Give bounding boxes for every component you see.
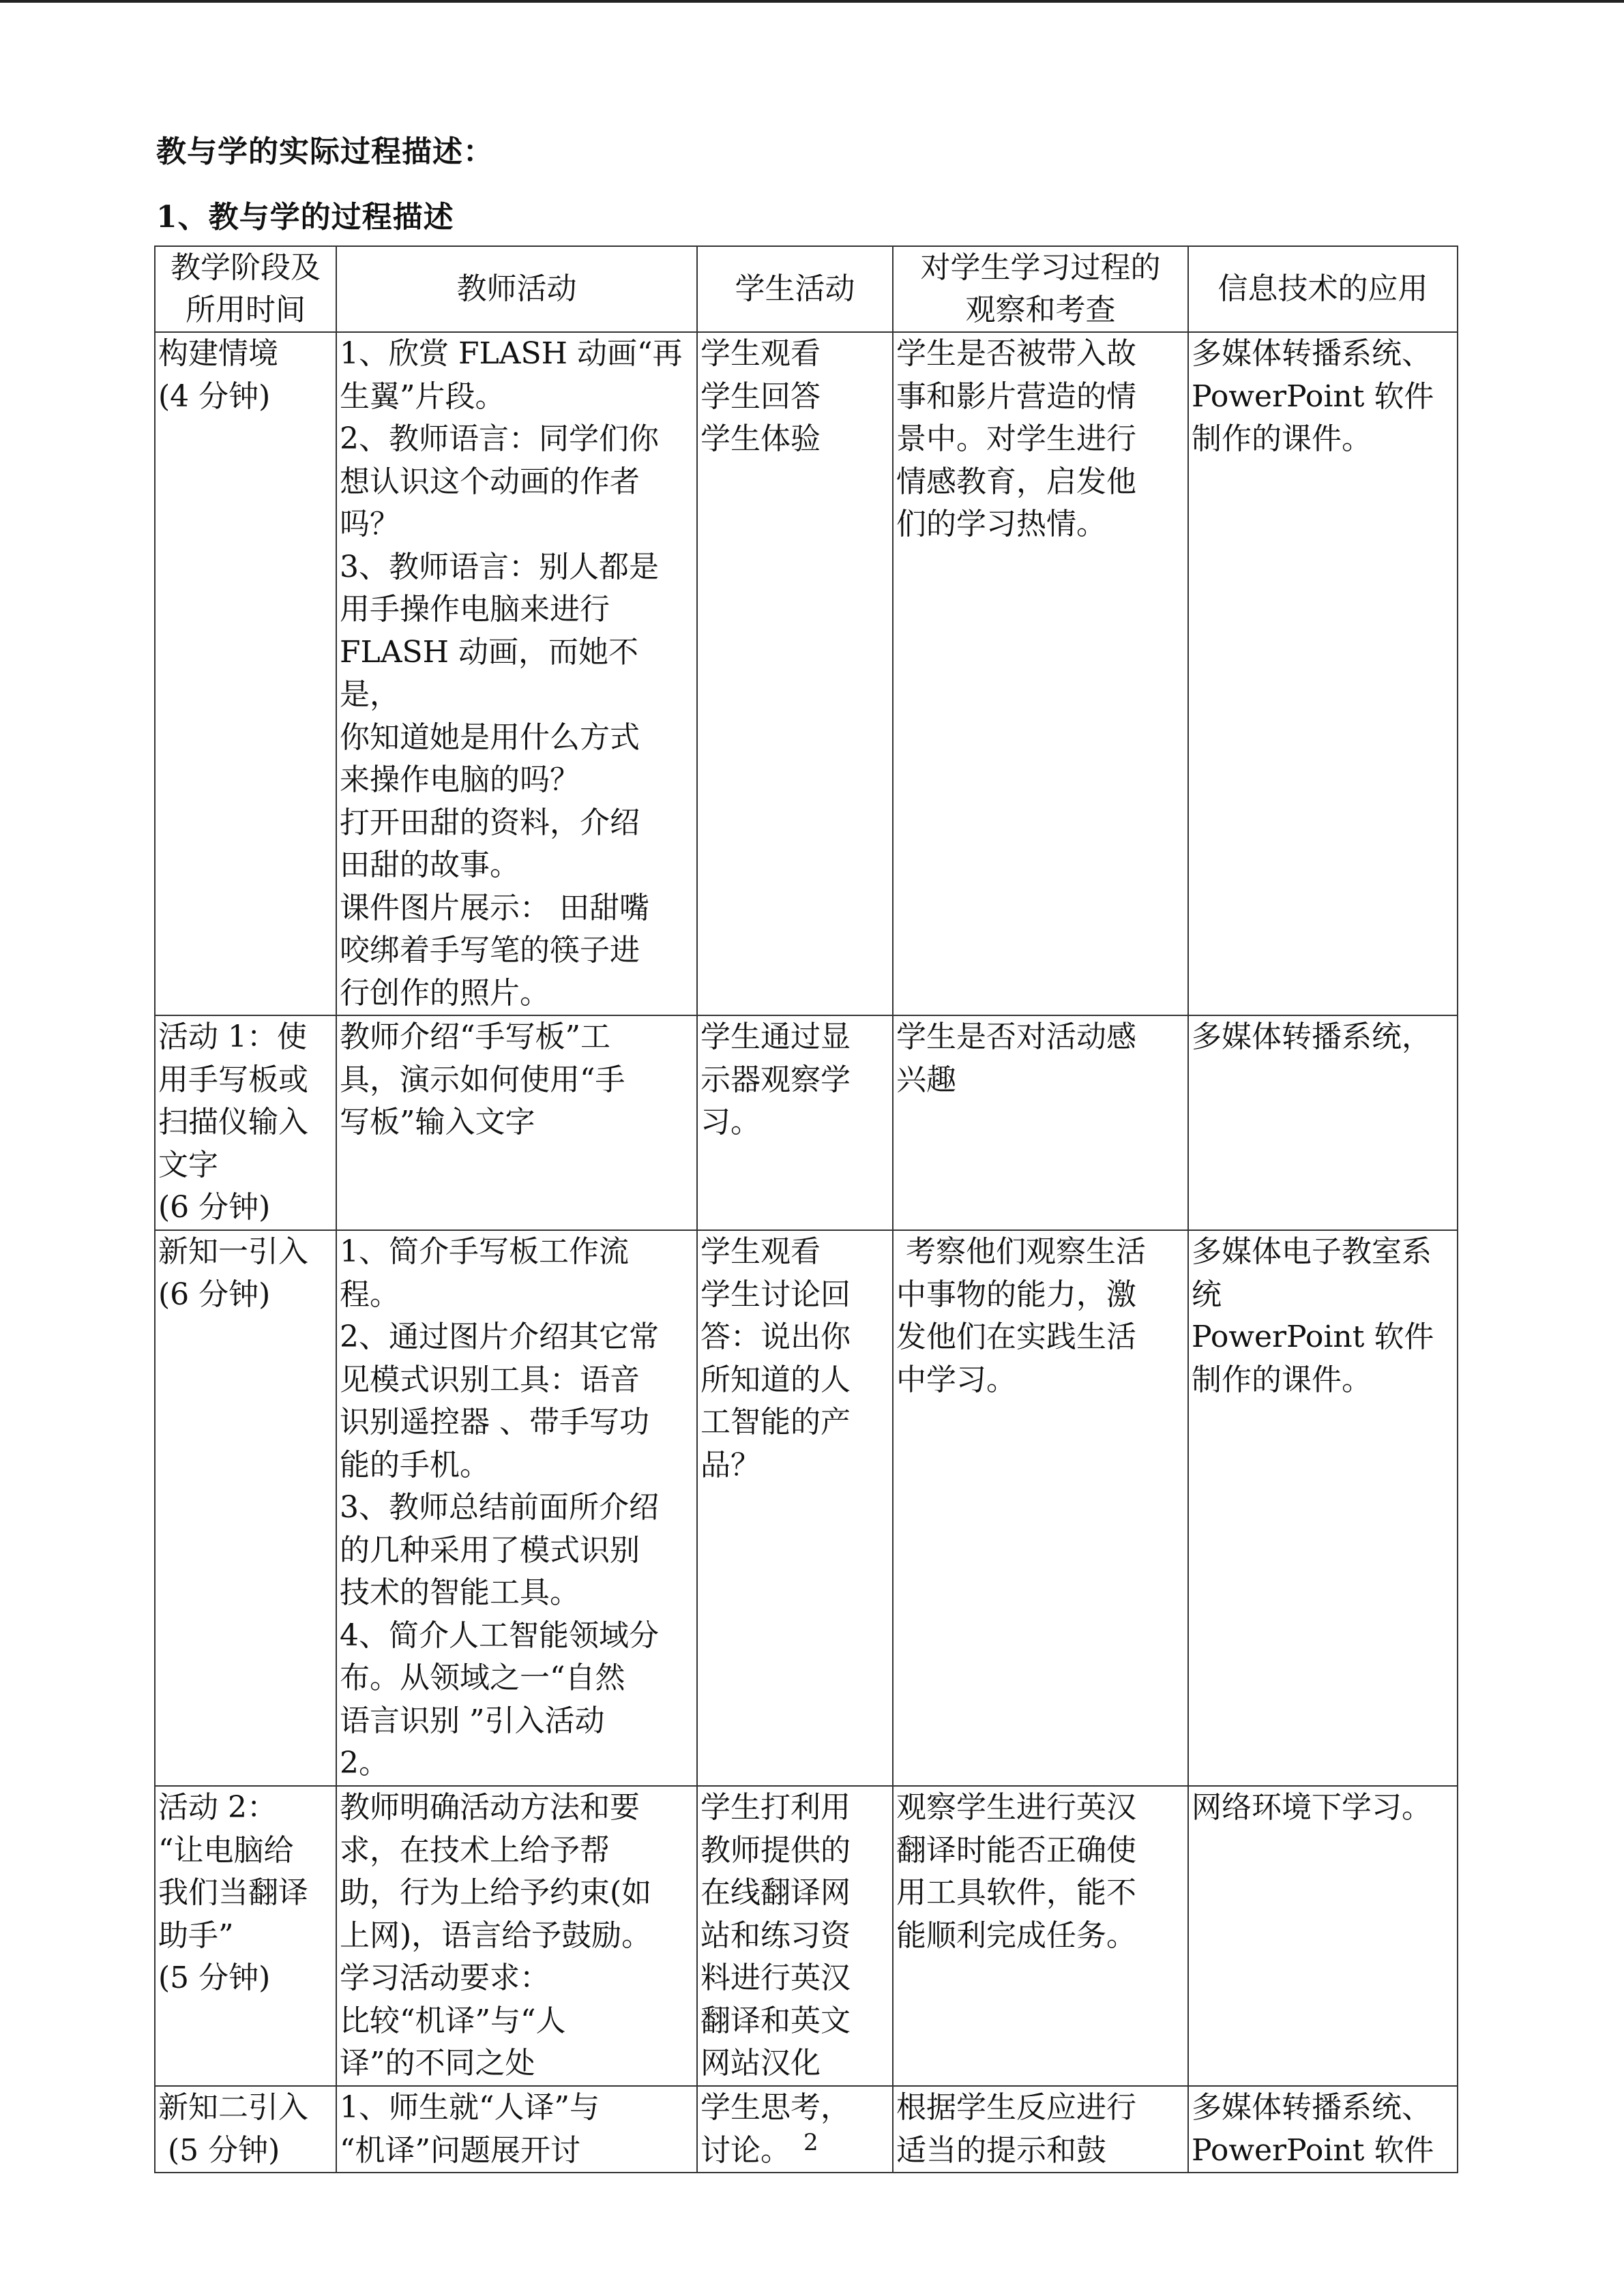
student-activity-cell [697,1786,893,2086]
stage-time-cell [155,332,336,1015]
cell-text-line: 示器观察学 [700,1062,851,1097]
it-application-cell [1188,1015,1458,1230]
it-application-cell [1188,1786,1458,2086]
cell-text-line: 教师介绍“手写板”工 [340,1019,610,1054]
cell-text-line: 中学习。 [896,1362,1016,1397]
cell-text-line: 程。 [340,1277,400,1312]
observation-cell [893,1015,1188,1230]
header-it-application [1188,246,1458,332]
cell-text-line: 能的手机。 [340,1447,490,1482]
cell-text-line: 学生打利用 [700,1790,851,1825]
cell-text-line: 翻译时能否正确使 [896,1832,1136,1868]
cell-text-line: 在线翻译网 [700,1875,851,1910]
header-line: 教学阶段及 [171,250,321,285]
cell-text-line: 们的学习热情。 [896,507,1106,541]
cell-text-line: 学生回答 [700,378,821,414]
cell-text-line: (4 分钟) [158,378,271,414]
it-application-cell [1188,332,1458,1015]
stage-time-cell [155,1230,336,1786]
cell-text-line: (5 分钟) [158,1960,271,1995]
cell-text-line: 根据学生反应进行 [896,2090,1136,2125]
cell-text-line: 能顺利完成任务。 [896,1918,1136,1953]
cell-text-line: 3、教师总结前面所介绍 [340,1490,659,1525]
header-line: 观察和考查 [965,293,1116,327]
cell-text-line: 观察学生进行英汉 [896,1790,1136,1825]
cell-text-line: 用手写板或 [158,1062,308,1097]
header-line: 对学生学习过程的 [920,250,1161,285]
header-line: 教师活动 [456,271,577,306]
cell-text-line: 多媒体转播系统、 [1192,2090,1432,2125]
cell-text-line: 比较“机译”与“人 [340,2003,566,2038]
table-body [155,332,1458,2173]
cell-text-line: 教师明确活动方法和要 [340,1790,640,1825]
cell-text-line: 扫描仪输入 [158,1105,308,1139]
cell-text-line: (5 分钟) [158,2132,280,2168]
cell-text-line: 文字 [158,1147,218,1182]
teacher-activity-cell [336,1230,697,1786]
cell-text-line: 新知一引入 [158,1234,308,1269]
cell-text-line: 吗？ [340,507,400,541]
cell-text-line: 兴趣 [896,1062,956,1097]
it-application-cell [1188,1230,1458,1786]
cell-text-line: 求，在技术上给予帮 [340,1832,610,1868]
cell-text-line: 多媒体转播系统、 [1192,336,1432,371]
header-stage-time [155,246,336,332]
cell-text-line: 译”的不同之处 [340,2046,535,2081]
cell-text-line: 2、通过图片介绍其它常 [340,1320,659,1354]
cell-text-line: 习。 [700,1105,761,1139]
cell-text-line: 考察他们观察生活 [896,1234,1146,1269]
cell-text-line: 4、简介人工智能领域分 [340,1617,659,1653]
teacher-activity-cell [336,1015,697,1230]
header-line: 所用时间 [186,293,306,327]
observation-cell [893,2086,1188,2173]
cell-text-line: 活动 2： [158,1790,277,1825]
table-row [155,1230,1458,1786]
cell-text-line: 你知道她是用什么方式 [340,719,640,755]
cell-text-line: 用手操作电脑来进行 [340,592,610,627]
cell-text-line: 助，行为上给予约束(如 [340,1875,652,1910]
observation-cell [893,1230,1188,1786]
cell-text-line: 发他们在实践生活 [896,1320,1136,1354]
cell-text-line: 讨论。 [700,2132,791,2168]
cell-text-line: 打开田甜的资料，介绍 [340,805,640,840]
cell-text-line: 翻译和英文 [700,2003,851,2038]
cell-text-line: 用工具软件，能不 [896,1875,1136,1910]
cell-text-line: 1、简介手写板工作流 [340,1234,629,1269]
cell-text-line: 学生观看 [700,336,821,371]
cell-text-line: 1、师生就“人译”与 [340,2090,600,2125]
observation-cell [893,1786,1188,2086]
cell-text-line: 站和练习资 [700,1918,851,1953]
cell-text-line: 制作的课件。 [1192,1362,1372,1397]
page-number: 2 [803,2129,818,2156]
cell-text-line: 的几种采用了模式识别 [340,1532,640,1568]
stage-time-cell [155,1015,336,1230]
teacher-activity-cell [336,332,697,1015]
cell-text-line: (6 分钟) [158,1190,271,1225]
cell-text-line: 布。从领域之一“自然 [340,1660,625,1695]
student-activity-cell [697,2086,893,2173]
cell-text-line: 想认识这个动画的作者 [340,464,640,499]
cell-text-line: 中事物的能力，激 [896,1277,1136,1312]
cell-text-line: 工智能的产 [700,1405,851,1440]
cell-text-line: 统 [1192,1277,1222,1312]
cell-text-line: 语言识别 ”引入活动 [340,1703,605,1738]
cell-text-line: 多媒体电子教室系 [1192,1234,1432,1269]
cell-text-line: 见模式识别工具：语音 [340,1362,640,1397]
cell-text-line: 学生体验 [700,421,821,456]
student-activity-cell [697,332,893,1015]
table-row [155,1015,1458,1230]
student-activity-cell [697,1015,893,1230]
cell-text-line: 学生观看 [700,1234,821,1269]
cell-text-line: 品？ [700,1447,761,1482]
cell-text-line: 网站汉化 [700,2046,821,2081]
cell-text-line: 写板”输入文字 [340,1105,535,1139]
cell-text-line: 多媒体转播系统， [1192,1019,1432,1054]
cell-text-line: 活动 1：使 [158,1019,307,1054]
it-application-cell [1188,2086,1458,2173]
cell-text-line: 具，演示如何使用“手 [340,1062,625,1097]
cell-text-line: 咬绑着手写笔的筷子进 [340,933,640,968]
table-row [155,332,1458,1015]
cell-text-line: PowerPoint 软件 [1192,1320,1434,1354]
table-header-row [155,246,1458,332]
cell-text-line: 网络环境下学习。 [1192,1790,1432,1825]
header-line: 信息技术的应用 [1217,271,1428,306]
section-heading: 教与学的实际过程描述： [156,134,494,169]
header-line: 学生活动 [735,271,855,306]
cell-text-line: 学生是否对活动感 [896,1019,1136,1054]
cell-text-line: 行创作的照片。 [340,975,550,1011]
cell-text-line: (6 分钟) [158,1277,271,1312]
header-teacher-activity [336,246,697,332]
header-observation [893,246,1188,332]
top-border-line [0,0,1624,3]
cell-text-line: 所知道的人 [700,1362,851,1397]
cell-text-line: 学生思考， [700,2090,851,2125]
cell-text-line: 情感教育，启发他 [896,464,1136,499]
cell-text-line: PowerPoint 软件 [1192,2132,1434,2168]
cell-text-line: 学生通过显 [700,1019,851,1054]
cell-text-line: PowerPoint 软件 [1192,378,1434,414]
cell-text-line: 我们当翻译 [158,1875,308,1910]
cell-text-line: “让电脑给 [158,1832,294,1868]
table-row [155,1786,1458,2086]
cell-text-line: 田甜的故事。 [340,848,520,882]
cell-text-line: 教师提供的 [700,1832,851,1868]
cell-text-line: 制作的课件。 [1192,421,1372,456]
cell-text-line: 技术的智能工具。 [340,1575,580,1610]
cell-text-line: “机译”问题展开讨 [340,2132,580,2168]
cell-text-line: 学生讨论回 [700,1277,851,1312]
cell-text-line: 识别遥控器 、带手写功 [340,1405,649,1440]
cell-text-line: 事和影片营造的情 [896,378,1136,414]
cell-text-line: 上网)，语言给予鼓励。 [340,1918,652,1953]
cell-text-line: 生翼”片段。 [340,378,505,414]
subsection-heading: 1、教与学的过程描述 [156,200,454,235]
cell-text-line: 2。 [340,1746,389,1780]
cell-text-line: 构建情境 [158,336,278,371]
cell-text-line: 答：说出你 [700,1320,851,1354]
cell-text-line: 景中。对学生进行 [896,421,1136,456]
cell-text-line: 适当的提示和鼓 [896,2132,1106,2168]
cell-text-line: FLASH 动画，而她不是， [340,634,639,712]
student-activity-cell [697,1230,893,1786]
cell-text-line: 3、教师语言：别人都是 [340,549,659,584]
cell-text-line: 2、教师语言：同学们你 [340,421,659,456]
cell-text-line: 新知二引入 [158,2090,308,2125]
cell-text-line: 1、欣赏 FLASH 动画“再 [340,336,683,371]
observation-cell [893,332,1188,1015]
cell-text-line: 来操作电脑的吗？ [340,762,580,797]
cell-text-line: 料进行英汉 [700,1960,851,1995]
cell-text-line: 学生是否被带入故 [896,336,1136,371]
cell-text-line: 课件图片展示： 田甜嘴 [340,890,649,925]
header-student-activity [697,246,893,332]
teacher-activity-cell [336,2086,697,2173]
teacher-activity-cell [336,1786,697,2086]
cell-text-line: 学习活动要求： [340,1960,550,1995]
teaching-process-table [154,245,1458,2173]
cell-text-line: 助手” [158,1918,234,1953]
stage-time-cell [155,2086,336,2173]
stage-time-cell [155,1786,336,2086]
